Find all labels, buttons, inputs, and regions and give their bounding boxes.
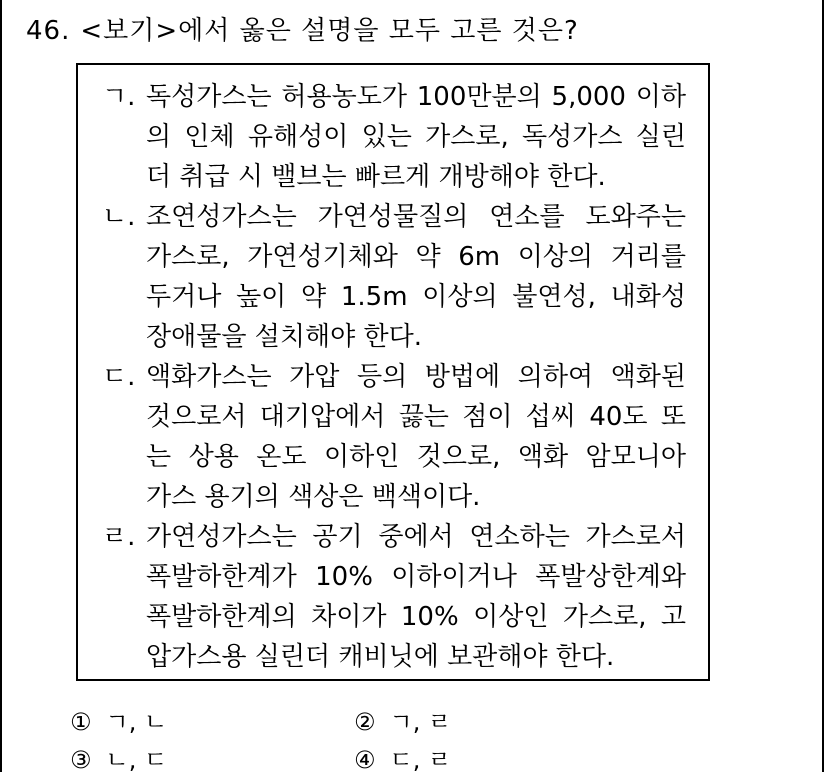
example-item-3	[102, 357, 686, 517]
option-text: ㄷ, ㄹ	[389, 746, 452, 774]
example-item-2	[102, 197, 686, 357]
item-line: 의 인체 유해성이 있는 가스로, 독성가스 실린	[146, 122, 686, 152]
item-marker: ㄹ.	[102, 522, 136, 552]
item-line: 독성가스는 허용농도가 100만분의 5,000 이하	[146, 82, 686, 112]
item-line: 폭발하한계가 10% 이하이거나 폭발상한계와	[146, 562, 686, 592]
item-line: 폭발하한계의 차이가 10% 이상인 가스로, 고	[146, 602, 686, 632]
question-number: 46.	[26, 16, 71, 46]
option-number: ①	[70, 708, 92, 736]
item-marker: ㄴ.	[102, 202, 136, 232]
item-marker: ㄱ.	[102, 82, 136, 112]
answer-option-2[interactable]	[354, 702, 451, 742]
item-marker: ㄷ.	[102, 362, 136, 392]
option-number: ③	[70, 746, 92, 774]
option-text: ㄱ, ㄹ	[389, 708, 452, 736]
option-text: ㄱ, ㄴ	[105, 708, 168, 736]
example-item-1	[102, 77, 686, 197]
option-number: ②	[354, 708, 376, 736]
item-line: 조연성가스는 가연성물질의 연소를 도와주는	[146, 202, 686, 232]
option-number: ④	[354, 746, 376, 774]
option-text: ㄴ, ㄷ	[105, 746, 168, 774]
item-line: 가스로, 가연성기체와 약 6m 이상의 거리를	[146, 242, 686, 272]
item-line: 는 상용 온도 이하인 것으로, 액화 암모니아	[146, 442, 686, 472]
answer-option-4[interactable]	[354, 740, 451, 780]
example-item-4	[102, 517, 686, 677]
item-line: 가스 용기의 색상은 백색이다.	[146, 482, 481, 512]
answer-option-1[interactable]	[70, 702, 167, 742]
answer-option-3[interactable]	[70, 740, 167, 780]
item-line: 가연성가스는 공기 중에서 연소하는 가스로서	[146, 522, 686, 552]
item-line: 압가스용 실린더 캐비닛에 보관해야 한다.	[146, 642, 615, 672]
item-line: 장애물을 설치해야 한다.	[146, 322, 422, 352]
example-box	[76, 63, 710, 681]
item-line: 더 취급 시 밸브는 빠르게 개방해야 한다.	[146, 162, 606, 192]
question-text: <보기>에서 옳은 설명을 모두 고른 것은?	[80, 16, 579, 46]
item-line: 액화가스는 가압 등의 방법에 의하여 액화된	[146, 362, 686, 392]
item-line: 것으로서 대기압에서 끓는 점이 섭씨 40도 또	[146, 402, 686, 432]
question-stem	[26, 14, 579, 48]
item-line: 두거나 높이 약 1.5m 이상의 불연성, 내화성	[146, 282, 686, 312]
